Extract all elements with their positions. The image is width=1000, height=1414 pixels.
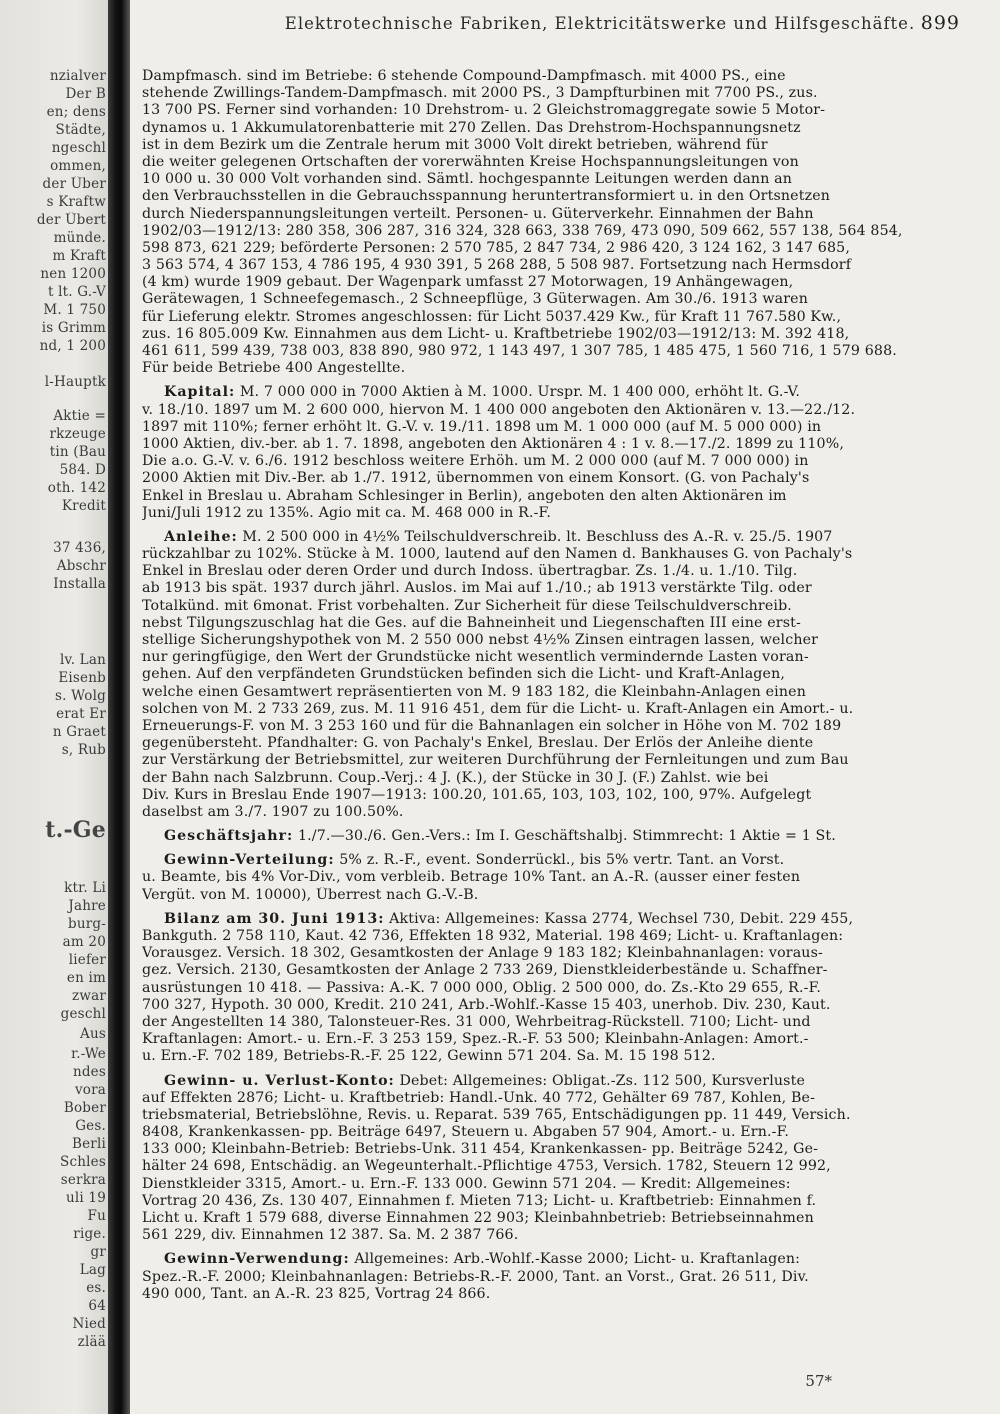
text-line: 1000 Aktien, div.-ber. ab 1. 7. 1898, angeboten den Aktionären 4 : 1 v. 8.—17./2. 1899 zu 110%, <box>142 435 844 452</box>
text-line: zus. 16 805.009 Kw. Einnahmen aus dem Licht- u. Kraftbetriebe 1902/03—1912/13: M. 392 418, <box>142 325 850 342</box>
text-line: Kraftanlagen: Amort.- u. Ern.-F. 3 253 159, Spez.-R.-F. 53 500; Kleinbahn-Anlagen: Amort.- <box>142 1031 809 1048</box>
left-page-fragment: Bober <box>63 1100 106 1116</box>
section-text: 1./7.—30./6. Gen.-Vers.: Im I. Geschäftshalbj. Stimmrecht: 1 Aktie = 1 St. <box>293 828 836 845</box>
left-page-fragment: Der B <box>65 86 106 102</box>
section-text: M. 2 500 000 in 4½% Teilschuldverschreib. lt. Beschluss des A.-R. v. 25./5. 1907 <box>237 528 833 545</box>
left-page-fragment: Fu <box>87 1208 106 1224</box>
text-line: 13 700 PS. Ferner sind vorhanden: 10 Drehstrom- u. 2 Gleichstromaggregate sowie 5 Motor- <box>142 102 826 119</box>
text-line: Vergüt. von M. 10000), Überrest nach G.-V.-B. <box>142 886 479 903</box>
text-line: Dienstkleider 3315, Amort.- u. Ern.-F. 133 000. Gewinn 571 204. — Kredit: Allgemeines: <box>142 1175 791 1192</box>
text-line: dynamos u. 1 Akkumulatorenbatterie mit 270 Zellen. Das Drehstrom-Hochspannungsnetz <box>142 119 801 136</box>
left-page-fragment: nen 1200 <box>40 266 106 282</box>
text-line: Spez.-R.-F. 2000; Kleinbahnanlagen: Betriebs-R.-F. 2000, Tant. an Vorst., Grat. 26 511, Div. <box>142 1268 809 1285</box>
left-page-fragment: uli 19 <box>66 1190 106 1206</box>
facing-page-edge <box>0 0 108 1414</box>
left-page-fragment: 37 436, <box>53 540 106 556</box>
text-line: gegenübersteht. Pfandhalter: G. von Pachaly's Enkel, Breslau. Der Erlös der Anleihe diente <box>142 735 814 752</box>
left-page-fragment: Installa <box>53 576 106 592</box>
left-page-fragment: der Über <box>42 176 106 192</box>
text-line: ab 1913 bis spät. 1937 durch jährl. Auslos. im Mai auf 1./10.; ab 1913 verstärkte Tilg. oder <box>142 580 812 597</box>
text-line: gez. Versich. 2130, Gesamtkosten der Anlage 2 733 269, Dienstkleiderbestände u. Schaffner- <box>142 962 828 979</box>
section-first-line <box>142 911 950 928</box>
text-line: ausrüstungen 10 418. — Passiva: A.-K. 7 000 000, Oblig. 2 500 000, do. Zs.-Kto 29 655, R.-F. <box>142 979 822 996</box>
left-page-fragment: Aus <box>80 1026 106 1042</box>
left-page-fragment: der Übert <box>36 212 106 228</box>
section-label: Gewinn-Verwendung: <box>164 1251 350 1268</box>
text-line: rückzahlbar zu 102%. Stücke à M. 1000, lautend auf den Namen d. Bankhauses G. von Pachaly's <box>142 546 853 563</box>
text-line: 3 563 574, 4 367 153, 4 786 195, 4 930 391, 5 268 288, 5 508 987. Fortsetzung nach Hermsdorf <box>142 257 852 274</box>
left-page-fragment: Berli <box>72 1136 106 1152</box>
text-line: durch Niederspannungsleitungen verteilt. Personen- u. Güterverkehr. Einnahmen der Bahn <box>142 205 814 222</box>
left-page-fragment: rige. <box>73 1226 106 1242</box>
left-page-fragment: n Graet <box>52 724 106 740</box>
left-page-fragment: lv. Lan <box>59 652 106 668</box>
text-line: 8408, Krankenkassen- pp. Beiträge 6497, Steuern u. Abgaben 57 904, Amort.- u. Ern.-F. <box>142 1124 790 1141</box>
left-page-fragment: 64 <box>88 1298 106 1314</box>
section-first-line <box>142 529 950 546</box>
text-line: 10 000 u. 30 000 Volt vorhanden sind. Sämtl. hochgespannte Leitungen werden dann an <box>142 171 793 188</box>
section-first-line <box>142 852 950 869</box>
section-first-line <box>142 1251 950 1268</box>
text-line: 133 000; Kleinbahn-Betrieb: Betriebs-Unk. 311 454, Krankenkassen- pp. Beiträge 5242, Ge- <box>142 1141 819 1158</box>
left-page-fragment: Lag <box>79 1262 106 1278</box>
text-line: die weiter gelegenen Ortschaften der vorerwähnten Kreise Hochspannungsleitungen von <box>142 153 799 170</box>
text-line: Licht u. Kraft 1 579 688, diverse Einnahmen 22 903; Kleinbahnbetrieb: Betriebseinnahmen <box>142 1210 814 1226</box>
text-line: auf Effekten 2876; Licht- u. Kraftbetrieb: Handl.-Unk. 40 772, Gehälter 69 787, Kohlen, Be- <box>142 1089 816 1106</box>
text-line: Juni/Juli 1912 zu 135%. Agio mit ca. M. 468 000 in R.-F. <box>142 504 551 521</box>
text-line: zur Verstärkung der Betriebsmittel, zur weiteren Durchführung der Fernleitungen und zum Bau <box>142 752 849 769</box>
text-line: (4 km) wurde 1909 gebaut. Der Wagenpark umfasst 27 Motorwagen, 19 Anhängewagen, <box>142 274 794 291</box>
left-page-fragment: s Kraftw <box>46 194 106 210</box>
text-line: gehen. Auf den verpfändeten Grundstücken befinden sich die Licht- und Kraft-Anlagen, <box>142 666 786 683</box>
section-first-line <box>142 828 950 845</box>
section-label: Anleihe: <box>164 528 238 545</box>
text-line: Div. Kurs in Breslau Ende 1907—1913: 100.20, 101.65, 103, 103, 102, 100, 97%. Aufgelegt <box>142 786 812 803</box>
left-page-fragment: Eisenb <box>58 670 106 686</box>
left-page-fragment: en; dens <box>46 104 106 120</box>
body-text <box>142 68 950 1303</box>
left-page-fragment: am 20 <box>62 934 106 950</box>
left-page-fragment: vora <box>74 1082 106 1098</box>
left-page-fragment: erat Er <box>56 706 106 722</box>
left-page-fragment: Jahre <box>68 898 106 914</box>
left-page-fragment: Ges. <box>75 1118 106 1134</box>
text-line: der Bahn nach Salzbrunn. Coup.-Verj.: 4 J. (K.), der Stücke in 30 J. (F.) Zahlst. wie bei <box>142 769 769 786</box>
text-line: Dampfmasch. sind im Betriebe: 6 stehende Compound-Dampfmasch. mit 4000 PS., eine <box>142 68 786 84</box>
left-page-fragment: t.-Ge <box>45 818 106 842</box>
left-page-fragment: zlää <box>77 1334 106 1350</box>
left-page-fragment: Aktie = <box>53 408 106 424</box>
section-label: Gewinn- u. Verlust-Konto: <box>164 1072 395 1089</box>
section-label: Bilanz am 30. Juni 1913: <box>164 910 385 927</box>
signature-mark: 57* <box>805 1372 832 1390</box>
left-page-fragment: serkra <box>60 1172 106 1188</box>
page-number: 899 <box>920 12 960 34</box>
left-page-fragment: Schles <box>60 1154 106 1170</box>
section-text: Allgemeines: Arb.-Wohlf.-Kasse 2000; Licht- u. Kraftanlagen: <box>349 1251 801 1268</box>
section-text: Aktiva: Allgemeines: Kassa 2774, Wechsel 730, Debit. 229 455, <box>384 910 854 927</box>
left-page-fragment: nzialver <box>49 68 106 84</box>
text-line: stehende Zwillings-Tandem-Dampfmasch. mit 2000 PS., 3 Dampfturbinen mit 7700 PS., zus. <box>142 85 818 102</box>
left-page-fragment: tin (Bau <box>49 444 106 460</box>
section-text: 5% z. R.-F., event. Sonderrückl., bis 5% vertr. Tant. an Vorst. <box>334 852 785 869</box>
text-line: Gerätewagen, 1 Schneefegemasch., 2 Schneepflüge, 3 Güterwagen. Am 30./6. 1913 waren <box>142 291 808 308</box>
text-line: ist in dem Bezirk um die Zentrale herum mit 3000 Volt direkt betrieben, während für <box>142 136 768 153</box>
section-text: Debet: Allgemeines: Obligat.-Zs. 112 500, Kursverluste <box>394 1072 806 1089</box>
text-line: 1902/03—1912/13: 280 358, 306 287, 316 324, 328 663, 338 769, 473 090, 509 662, 557 138, 564 854, <box>142 222 903 239</box>
section-label: Kapital: <box>164 384 236 401</box>
running-head: Elektrotechnische Fabriken, Elektricitätswerke und Hilfsgeschäfte. <box>284 14 916 33</box>
text-line: den Verbrauchsstellen in die Gebrauchsspannung heruntertransformiert u. in den Ortsnetzen <box>142 188 831 205</box>
text-line: nur geringfügige, den Wert der Grundstücke nicht wesentlich vermindernde Lasten voran- <box>142 649 809 666</box>
left-page-fragment: nd, 1 200 <box>39 338 106 354</box>
text-line: 1897 mit 110%; ferner erhöht lt. G.-V. v. 19./11. 1898 um M. 1 000 000 (auf M. 5 000 000) in <box>142 418 822 435</box>
left-page-fragment: s. Wolg <box>55 688 106 704</box>
text-line: Die a.o. G.-V. v. 6./6. 1912 beschloss weitere Erhöh. um M. 2 000 000 (auf M. 7 000 000) in <box>142 453 809 470</box>
left-page-fragment: en im <box>66 970 106 986</box>
left-page-fragment: m Kraft <box>52 248 106 264</box>
page <box>130 0 1000 1414</box>
text-line: Erneuerungs-F. von M. 3 253 160 und für die Bahnanlagen ein solcher in Höhe von M. 702 189 <box>142 717 842 734</box>
text-line: nebst Tilgungszuschlag hat die Ges. auf die Bahneinheit und Liegenschaften III eine erst- <box>142 614 801 631</box>
text-line: daselbst am 3./7. 1907 zu 100.50%. <box>142 803 404 820</box>
left-page-fragment: 584. D <box>59 462 106 478</box>
text-line: Totalkünd. mit 6monat. Frist vorbehalten. Zur Sicherheit für diese Teilschuldverschreib. <box>142 597 792 614</box>
text-line: u. Beamte, bis 4% Vor-Div., vom verbleib. Betrage 10% Tant. an A.-R. (ausser einer festen <box>142 869 801 886</box>
text-line: hälter 24 698, Entschädig. an Wegeunterhalt.-Pflichtige 4753, Versich. 1782, Steuern 12 992, <box>142 1158 831 1175</box>
left-page-fragment: ngeschl <box>51 140 106 156</box>
text-line: für Lieferung elektr. Stromes angeschlossen: für Licht 5037.429 Kw., für Kraft 11 767.580 Kw., <box>142 308 842 325</box>
left-page-fragment: liefer <box>68 952 106 968</box>
left-page-fragment: rkzeuge <box>49 426 106 442</box>
left-page-fragment: burg- <box>68 916 106 932</box>
text-line: triebsmaterial, Betriebslöhne, Revis. u. Reparat. 539 765, Entschädigungen pp. 11 449, Versich. <box>142 1106 851 1123</box>
text-line: Für beide Betriebe 400 Angestellte. <box>142 360 406 377</box>
text-line: Vortrag 20 436, Zs. 130 407, Einnahmen f. Mieten 713; Licht- u. Kraftbetrieb: Einnahmen f. <box>142 1192 817 1209</box>
text-line: Enkel in Breslau u. Abraham Schlesinger in Berlin), angeboten den alten Aktionären im <box>142 487 787 504</box>
left-page-fragment: ktr. Li <box>64 880 106 896</box>
section-text: M. 7 000 000 in 7000 Aktien à M. 1000. Urspr. M. 1 400 000, erhöht lt. G.-V. <box>235 384 801 401</box>
text-line: 598 873, 621 229; beförderte Personen: 2 570 785, 2 847 734, 2 986 420, 3 124 162, 3 147 685, <box>142 239 851 256</box>
left-page-fragment: ndes <box>72 1064 106 1080</box>
text-line: der Angestellten 14 380, Talonsteuer-Res. 31 000, Wehrbeitrag-Rückstell. 7100; Licht- und <box>142 1013 811 1030</box>
text-line: Bankguth. 2 758 110, Kaut. 42 736, Effekten 18 932, Material. 198 469; Licht- u. Kraftanlagen: <box>142 928 844 944</box>
section-first-line <box>142 384 950 401</box>
text-line: 2000 Aktien mit Div.-Ber. ab 1./7. 1912, übernommen von einem Konsort. (G. von Pachaly's <box>142 470 810 487</box>
left-page-fragment: s, Rub <box>61 742 106 758</box>
left-page-fragment: l-Hauptk <box>44 374 106 390</box>
left-page-fragment: Städte, <box>55 122 106 138</box>
section-label: Geschäftsjahr: <box>164 828 294 845</box>
text-line: Enkel in Breslau oder deren Order und durch Indoss. übertragbar. Zs. 1./4. u. 1./10. Tilg. <box>142 563 798 580</box>
left-page-fragment: r.-We <box>71 1046 106 1062</box>
left-page-fragment: es. <box>86 1280 106 1296</box>
book-gutter <box>108 0 130 1414</box>
left-page-fragment: t lt. G.-V <box>48 284 106 300</box>
text-line: stellige Sicherungshypothek von M. 2 550 000 nebst 4½% Zinsen eintragen lassen, welcher <box>142 632 819 648</box>
left-page-fragment: ommen, <box>50 158 106 174</box>
text-line: solchen von M. 2 733 269, zus. M. 11 916 451, dem für die Licht- u. Kraft-Anlagen ein Amort.- u. <box>142 700 854 717</box>
text-line: 700 327, Hypoth. 30 000, Kredit. 210 241, Arb.-Wohlf.-Kasse 15 403, unerhob. Div. 230, Kaut. <box>142 996 831 1013</box>
text-line: Vorausgez. Versich. 18 302, Gesamtkosten der Anlage 9 183 182; Kleinbahnanlagen: voraus- <box>142 945 823 962</box>
left-page-fragment: zwar <box>72 988 106 1004</box>
text-line: v. 18./10. 1897 um M. 2 600 000, hiervon M. 1 400 000 angeboten den Aktionären v. 13.—22./12. <box>142 401 856 418</box>
left-page-fragment: münde. <box>53 230 106 246</box>
left-page-fragment: oth. 142 <box>47 480 106 496</box>
left-page-fragment: geschl <box>60 1006 106 1022</box>
text-line: welche einen Gesamtwert repräsentierten von M. 9 183 182, die Kleinbahn-Anlagen einen <box>142 683 806 700</box>
left-page-fragment: gr <box>90 1244 106 1260</box>
text-line: 561 229, div. Einnahmen 12 387. Sa. M. 2 387 766. <box>142 1227 519 1244</box>
text-line: 490 000, Tant. an A.-R. 23 825, Vortrag 24 866. <box>142 1285 491 1302</box>
left-page-fragment: M. 1 750 <box>43 302 106 318</box>
section-first-line <box>142 1073 950 1090</box>
text-line: u. Ern.-F. 702 189, Betriebs-R.-F. 25 122, Gewinn 571 204. Sa. M. 15 198 512. <box>142 1048 716 1065</box>
left-page-fragment: Abschr <box>56 558 106 574</box>
section-label: Gewinn-Verteilung: <box>164 852 335 869</box>
left-page-fragment: Kredit <box>61 498 106 514</box>
text-line: 461 611, 599 439, 738 003, 838 890, 980 972, 1 143 497, 1 307 785, 1 485 475, 1 560 716, 1 579 688. <box>142 343 897 359</box>
left-page-fragment: Nied <box>72 1316 106 1332</box>
left-page-fragment: is Grimm <box>41 320 106 336</box>
